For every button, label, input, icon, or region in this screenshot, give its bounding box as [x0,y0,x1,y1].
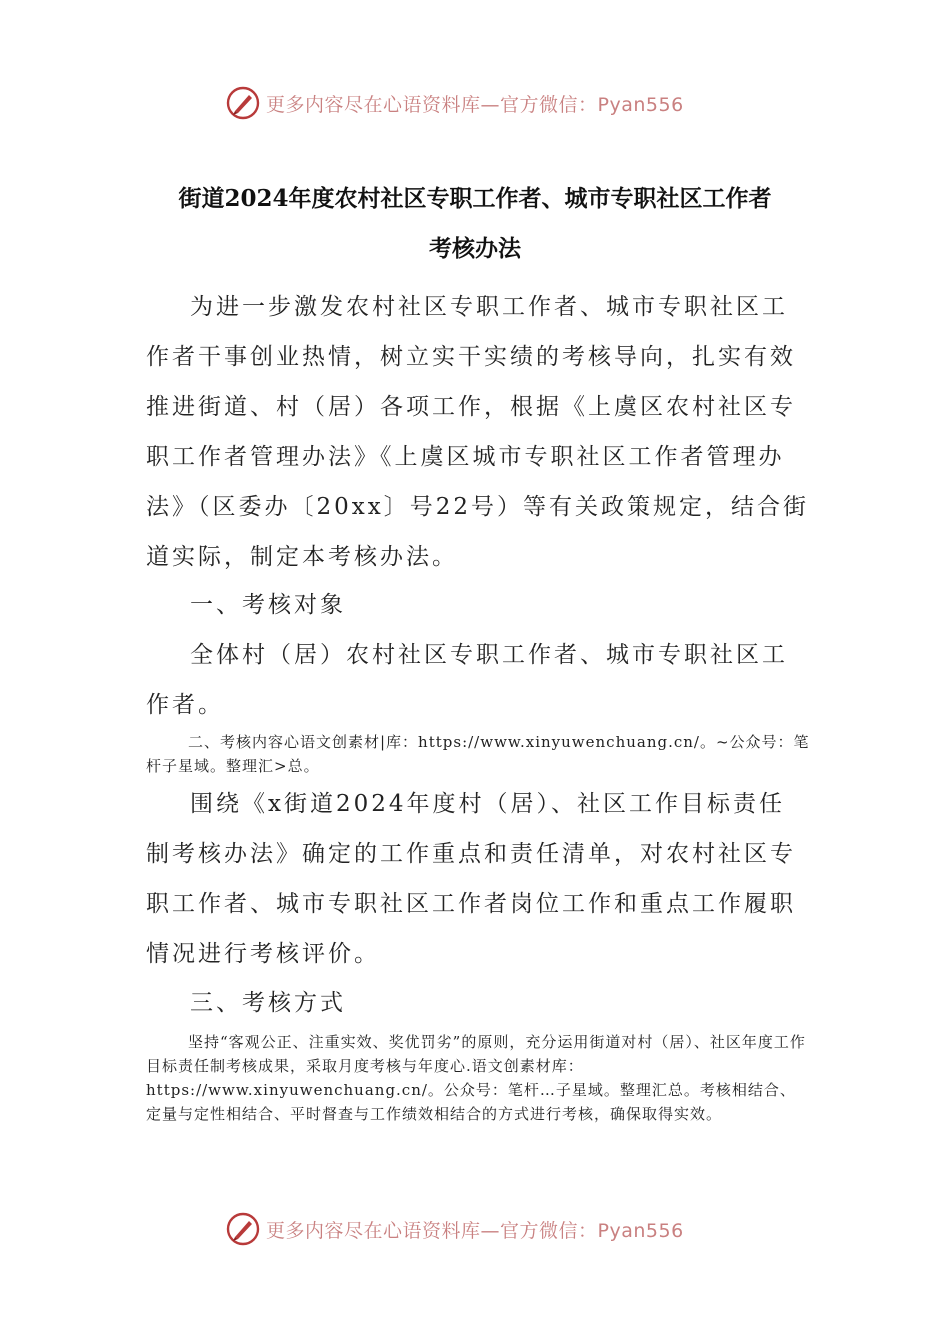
section2-body-text: 围绕《x街道2024年度村（居）、社区工作目标责任制考核办法》确定的工作重点和责任清单，对农村社区专职工作者、城市专职社区工作者岗位工作和重点工作履职情况进行考核评价。 [146,791,796,967]
banner-text: 更多内容尽在心语资料库—官方微信：Pyan556 [266,93,684,116]
section2-heading-text: 二、考核内容心语文创素材|库：https://www.xinyuwenchuang.cn/。~公众号：笔杆子星域。整理汇>总。 [146,733,810,775]
section1-body-text: 全体村（居）农村社区专职工作者、城市专职社区工作者。 [146,642,788,718]
section1-heading-text: 一、考核对象 [190,592,346,618]
intro-text: 为进一步激发农村社区专职工作者、城市专职社区工作者干事创业热情，树立实干实绩的考核导向，扎实有效推进街道、村（居）各项工作，根据《上虞区农村社区专职工作者管理办法》《上虞区城市专职社区工作者管理办法》（区委办〔20xx〕号22号）等有关政策规定，结合街道实际，制定本考核办法。 [146,294,809,570]
pen-logo-icon [226,86,260,120]
section2-heading [146,730,810,778]
section3-body-text: 坚持“客观公正、注重实效、奖优罚劣”的原则，充分运用街道对村（居）、社区年度工作目标责任制考核成果，采取月度考核与年度心.语文创素材库：https://www.xinyuwenchuang.cn/。公众号：笔杆…子星域。整理汇总。考核相结合、定量与定性相结合、平时督查与工作绩效相结合的方式进行考核，确保取得实效。 [146,1033,806,1123]
section3-heading-text: 三、考核方式 [190,990,346,1016]
intro-paragraph [146,282,810,582]
section1-heading [146,580,810,630]
section3-heading [146,978,810,1028]
section1-body [146,630,810,730]
pen-logo-icon [226,1212,260,1246]
header-banner [226,83,684,123]
section2-body [146,779,810,979]
banner-text: 更多内容尽在心语资料库—官方微信：Pyan556 [266,1219,684,1242]
document-title-line2: 考核办法 [429,235,521,262]
section3-body [146,1030,810,1126]
footer-banner [226,1209,684,1249]
document-title-line1: 街道2024年度农村社区专职工作者、城市专职社区工作者 [178,185,772,212]
